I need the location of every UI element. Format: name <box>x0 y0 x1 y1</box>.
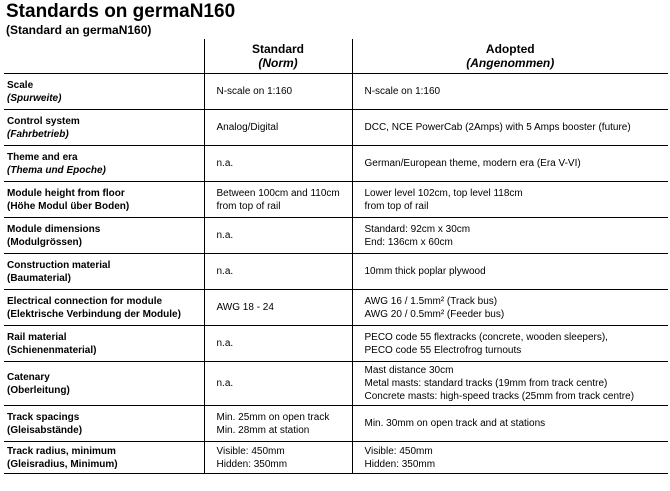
standard-cell <box>204 74 352 110</box>
standard-cell <box>204 110 352 146</box>
row-name-german: (Fahrbetrieb) <box>7 128 69 140</box>
standard-cell <box>204 146 352 182</box>
adopted-value-line: Mast distance 30cm <box>364 365 454 376</box>
header-adopted-label: Adopted <box>485 42 535 56</box>
row-name-cell <box>4 254 204 290</box>
adopted-value-line: Min. 30mm on open track and at stations <box>364 418 546 429</box>
adopted-cell <box>352 406 668 442</box>
adopted-value-line: AWG 20 / 0.5mm² (Feeder bus) <box>364 308 505 320</box>
header-adopted <box>352 39 668 74</box>
header-blank <box>4 39 204 74</box>
adopted-value-line: from top of rail <box>364 200 429 212</box>
standard-cell <box>204 442 352 474</box>
table-row <box>4 146 668 182</box>
adopted-cell <box>352 326 668 362</box>
row-name-german: (Baumaterial) <box>7 272 71 284</box>
row-name: Theme and era <box>7 151 78 163</box>
row-name-german: (Modulgrössen) <box>7 236 82 248</box>
header-standard-sub: (Norm) <box>258 56 298 70</box>
row-name: Track spacings <box>7 411 80 423</box>
header-standard <box>204 39 352 74</box>
header-standard-label: Standard <box>251 42 304 56</box>
standard-value-line: Analog/Digital <box>216 122 279 133</box>
standard-cell <box>204 326 352 362</box>
table-row <box>4 74 668 110</box>
row-name: Control system <box>7 115 80 127</box>
standard-value-line: n.a. <box>216 230 234 241</box>
adopted-value-line: N-scale on 1:160 <box>364 86 441 97</box>
row-name: Electrical connection for module <box>7 295 163 307</box>
table-row <box>4 182 668 218</box>
row-name: Module height from floor <box>7 187 125 199</box>
standard-cell <box>204 290 352 326</box>
standard-value-line: n.a. <box>216 158 234 169</box>
adopted-value-line: Concrete masts: high-speed tracks (25mm from track centre) <box>364 391 635 402</box>
adopted-cell <box>352 254 668 290</box>
row-name: Rail material <box>7 331 67 343</box>
row-name-cell <box>4 442 204 474</box>
row-name-german: (Thema und Epoche) <box>7 164 106 176</box>
standard-value-line: n.a. <box>216 266 234 277</box>
adopted-value-line: 10mm thick poplar plywood <box>364 266 486 277</box>
standard-value-line: Hidden: 350mm <box>216 458 288 470</box>
table-header-row <box>4 39 668 74</box>
standard-value-line: n.a. <box>216 338 234 349</box>
standard-value-line: n.a. <box>216 378 234 389</box>
adopted-value-line: DCC, NCE PowerCab (2Amps) with 5 Amps booster (future) <box>364 122 631 133</box>
standard-cell <box>204 182 352 218</box>
adopted-value-line: German/European theme, modern era (Era V-VI) <box>364 158 581 169</box>
table-row <box>4 254 668 290</box>
row-name: Catenary <box>7 371 50 383</box>
table-row <box>4 110 668 146</box>
table-row <box>4 290 668 326</box>
page-title: Standards on germaN160 <box>6 1 236 22</box>
standard-cell <box>204 218 352 254</box>
adopted-cell <box>352 182 668 218</box>
adopted-value-line: Visible: 450mm <box>364 445 433 457</box>
row-name-cell <box>4 290 204 326</box>
row-name-cell <box>4 326 204 362</box>
row-name-german: (Gleisradius, Minimum) <box>7 458 118 470</box>
adopted-value-line: Hidden: 350mm <box>364 458 436 470</box>
adopted-value-line: Metal masts: standard tracks (19mm from track centre) <box>364 378 608 389</box>
standard-value-line: from top of rail <box>216 200 281 212</box>
standard-value-line: Min. 28mm at station <box>216 424 310 436</box>
row-name-german: (Schienenmaterial) <box>7 344 97 356</box>
adopted-value-line: Lower level 102cm, top level 118cm <box>364 187 523 199</box>
standard-value-line: Between 100cm and 110cm <box>216 187 340 199</box>
standard-cell <box>204 254 352 290</box>
row-name-cell <box>4 146 204 182</box>
standard-cell <box>204 362 352 406</box>
row-name-german: (Oberleitung) <box>7 384 70 396</box>
adopted-cell <box>352 74 668 110</box>
row-name: Module dimensions <box>7 223 101 235</box>
row-name-german: (Elektrische Verbindung der Module) <box>7 308 181 320</box>
row-name: Track radius, minimum <box>7 445 116 457</box>
adopted-cell <box>352 218 668 254</box>
table-row <box>4 406 668 442</box>
standard-value-line: N-scale on 1:160 <box>216 86 293 97</box>
table-body <box>4 74 668 474</box>
row-name-cell <box>4 182 204 218</box>
adopted-cell <box>352 290 668 326</box>
table-row <box>4 218 668 254</box>
adopted-value-line: PECO code 55 flextracks (concrete, wooden sleepers), <box>364 331 608 343</box>
header-adopted-sub: (Angenommen) <box>466 56 555 70</box>
table-row <box>4 326 668 362</box>
page-subtitle: (Standard an germaN160) <box>6 23 152 37</box>
standard-value-line: Min. 25mm on open track <box>216 411 330 423</box>
row-name-cell <box>4 74 204 110</box>
standard-value-line: AWG 18 - 24 <box>216 302 274 313</box>
row-name-cell <box>4 406 204 442</box>
row-name-cell <box>4 110 204 146</box>
adopted-value-line: End: 136cm x 60cm <box>364 236 453 248</box>
row-name: Construction material <box>7 259 111 271</box>
row-name-cell <box>4 218 204 254</box>
standard-cell <box>204 406 352 442</box>
table-row <box>4 362 668 406</box>
adopted-cell <box>352 146 668 182</box>
row-name-german: (Gleisabstände) <box>7 424 83 436</box>
adopted-value-line: AWG 16 / 1.5mm² (Track bus) <box>364 295 498 307</box>
adopted-value-line: Standard: 92cm x 30cm <box>364 223 471 235</box>
row-name-cell <box>4 362 204 406</box>
row-name-german: (Spurweite) <box>7 92 62 104</box>
standard-value-line: Visible: 450mm <box>216 445 285 457</box>
table-row <box>4 442 668 474</box>
row-name-german: (Höhe Modul über Boden) <box>7 200 130 212</box>
adopted-cell <box>352 362 668 406</box>
adopted-cell <box>352 442 668 474</box>
standards-table <box>4 39 668 474</box>
adopted-cell <box>352 110 668 146</box>
adopted-value-line: PECO code 55 Electrofrog turnouts <box>364 344 522 356</box>
row-name: Scale <box>7 79 34 91</box>
